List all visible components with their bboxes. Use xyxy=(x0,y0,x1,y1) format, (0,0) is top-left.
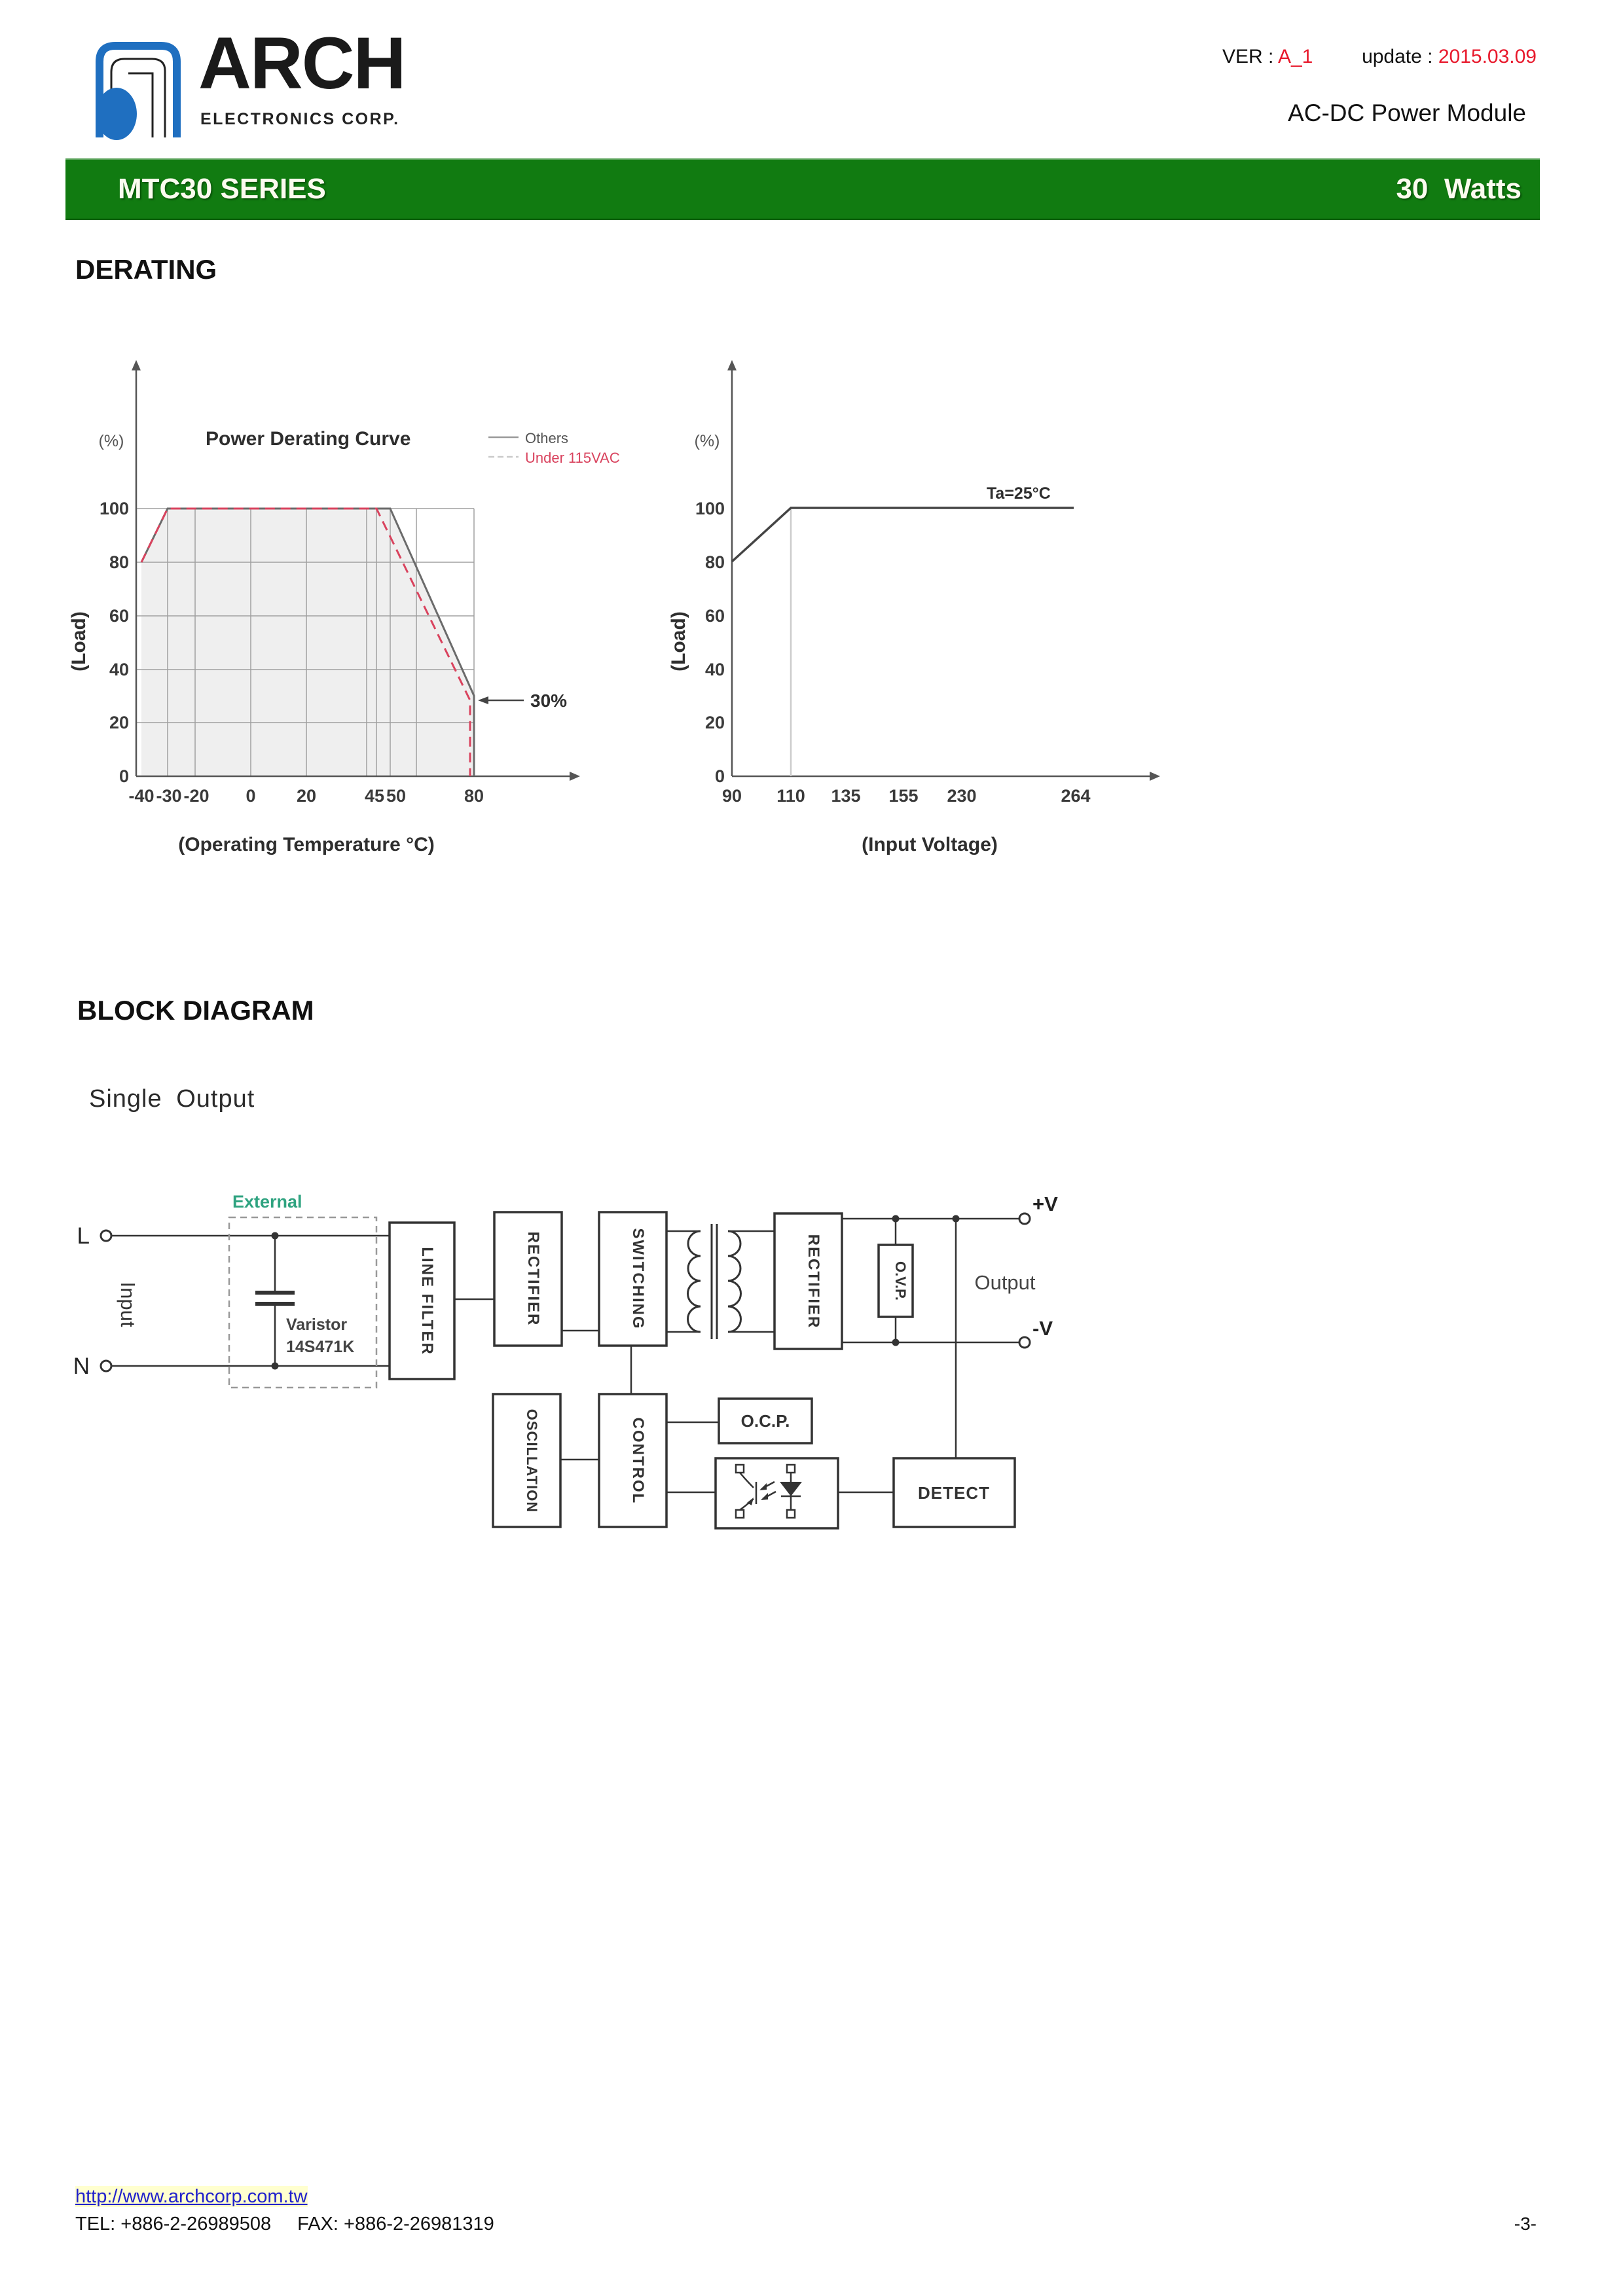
annotation-ta25-label: Ta=25°C xyxy=(987,484,1051,503)
diagram-blocks xyxy=(390,1212,1015,1528)
ver-value: A_1 xyxy=(1277,46,1313,67)
control-label: CONTROL xyxy=(629,1417,647,1505)
transformer-icon xyxy=(688,1224,741,1339)
chart-fill-region xyxy=(141,509,474,776)
legend-others-label: Others xyxy=(525,430,569,446)
output-minus-v-label: -V xyxy=(1032,1317,1053,1340)
x-axis-title: (Operating Temperature °C) xyxy=(178,834,435,855)
x-tick-230: 230 xyxy=(947,786,977,806)
y-axis-title: (Load) xyxy=(68,611,90,672)
y-unit-label: (%) xyxy=(98,432,124,450)
input-label: Input xyxy=(117,1282,139,1327)
x-tick-110: 110 xyxy=(776,786,805,806)
arch-logo-icon xyxy=(84,33,195,143)
x-tick-n40: -40 xyxy=(128,786,155,806)
annotation-arrow-icon xyxy=(478,696,488,704)
line-filter-label: LINE FILTER xyxy=(418,1247,436,1355)
oscillation-label: OSCILLATION xyxy=(524,1408,540,1513)
x-axis-title: (Input Voltage) xyxy=(862,834,998,855)
x-tick-80: 80 xyxy=(464,786,484,806)
y-axis-arrow-icon xyxy=(727,360,737,370)
x-tick-labels xyxy=(722,786,1091,806)
x-axis-arrow-icon xyxy=(1150,772,1160,781)
y-axis-arrow-icon xyxy=(132,360,141,370)
update-label: update : xyxy=(1362,46,1433,67)
x-tick-135: 135 xyxy=(831,786,861,806)
varistor-part-number: 14S471K xyxy=(286,1338,355,1356)
chart-title: Power Derating Curve xyxy=(206,428,411,450)
switching-label: SWITCHING xyxy=(629,1228,647,1330)
x-tick-20: 20 xyxy=(296,786,317,806)
chart-legend xyxy=(488,430,620,466)
optocoupler-box xyxy=(716,1458,838,1528)
x-tick-45: 45 xyxy=(364,786,385,806)
y-tick-40: 40 xyxy=(704,660,725,679)
x-tick-n30: -30 xyxy=(156,786,182,806)
page-number: -3- xyxy=(1514,2214,1537,2234)
brand-subtitle: ELECTRONICS CORP. xyxy=(200,110,400,128)
footer-fax: FAX: +886-2-26981319 xyxy=(297,2214,494,2234)
x-tick-labels xyxy=(128,786,484,806)
output-plus-v-label: +V xyxy=(1032,1193,1058,1215)
y-tick-0: 0 xyxy=(714,766,725,786)
x-tick-155: 155 xyxy=(888,786,919,806)
wattage-label: 30 Watts xyxy=(1396,173,1522,205)
x-tick-264: 264 xyxy=(1061,786,1091,806)
version-line xyxy=(1222,46,1537,68)
y-tick-80: 80 xyxy=(109,552,129,572)
varistor-label: Varistor xyxy=(286,1316,348,1334)
y-unit-label: (%) xyxy=(694,432,720,450)
rectifier2-label: RECTIFIER xyxy=(805,1234,822,1329)
y-tick-60: 60 xyxy=(109,606,129,626)
input-voltage-chart xyxy=(668,360,1160,855)
terminal-plus-v-icon xyxy=(1019,1213,1030,1224)
y-tick-100: 100 xyxy=(99,499,129,518)
y-tick-20: 20 xyxy=(704,713,725,732)
y-tick-60: 60 xyxy=(704,606,725,626)
ver-label: VER : xyxy=(1222,46,1274,67)
y-tick-labels xyxy=(695,499,725,786)
footer-url xyxy=(75,2186,308,2208)
series-title: MTC30 SERIES xyxy=(118,173,326,205)
derating-heading: DERATING xyxy=(75,254,217,285)
x-tick-n20: -20 xyxy=(183,786,210,806)
single-output-label: Single Output xyxy=(89,1085,255,1113)
y-tick-100: 100 xyxy=(695,499,725,518)
y-tick-80: 80 xyxy=(704,552,725,572)
website-link[interactable]: http://www.archcorp.com.tw xyxy=(75,2186,308,2207)
external-dashed-box xyxy=(229,1217,376,1388)
y-tick-40: 40 xyxy=(109,660,129,679)
ocp-label: O.C.P. xyxy=(740,1411,790,1431)
series-load-line xyxy=(732,508,1074,562)
series-banner xyxy=(65,158,1540,220)
annotation-30pct-label: 30% xyxy=(530,691,568,711)
ovp-label: O.V.P. xyxy=(892,1261,909,1300)
terminal-l-icon xyxy=(101,1230,111,1241)
doc-subtitle: AC-DC Power Module xyxy=(1288,99,1526,126)
terminal-minus-v-icon xyxy=(1019,1337,1030,1348)
x-tick-0: 0 xyxy=(246,786,256,806)
x-axis-arrow-icon xyxy=(570,772,580,781)
update-value: 2015.03.09 xyxy=(1438,46,1537,67)
input-line-l-label: L xyxy=(77,1223,90,1249)
derating-charts xyxy=(65,353,1178,870)
y-axis-title: (Load) xyxy=(668,611,689,672)
brand-name: ARCH xyxy=(198,22,405,104)
chart-axes xyxy=(732,370,1150,776)
power-derating-chart xyxy=(68,360,620,855)
footer-tel: TEL: +886-2-26989508 xyxy=(75,2214,272,2234)
x-tick-90: 90 xyxy=(721,786,742,806)
external-label: External xyxy=(232,1192,302,1211)
y-tick-labels xyxy=(100,499,129,786)
detect-label: DETECT xyxy=(918,1483,990,1503)
y-tick-20: 20 xyxy=(109,713,129,732)
input-line-n-label: N xyxy=(73,1354,90,1379)
footer-contact xyxy=(75,2214,494,2235)
legend-under115vac-label: Under 115VAC xyxy=(525,450,620,466)
block-diagram-heading: BLOCK DIAGRAM xyxy=(77,995,314,1026)
y-tick-0: 0 xyxy=(119,766,129,786)
arch-logo xyxy=(84,22,424,144)
annotation-30pct xyxy=(478,691,567,711)
terminal-n-icon xyxy=(101,1361,111,1371)
x-tick-50: 50 xyxy=(386,786,407,806)
output-label: Output xyxy=(974,1271,1036,1294)
rectifier1-label: RECTIFIER xyxy=(524,1231,542,1327)
single-output-block-diagram xyxy=(69,1132,1064,1564)
